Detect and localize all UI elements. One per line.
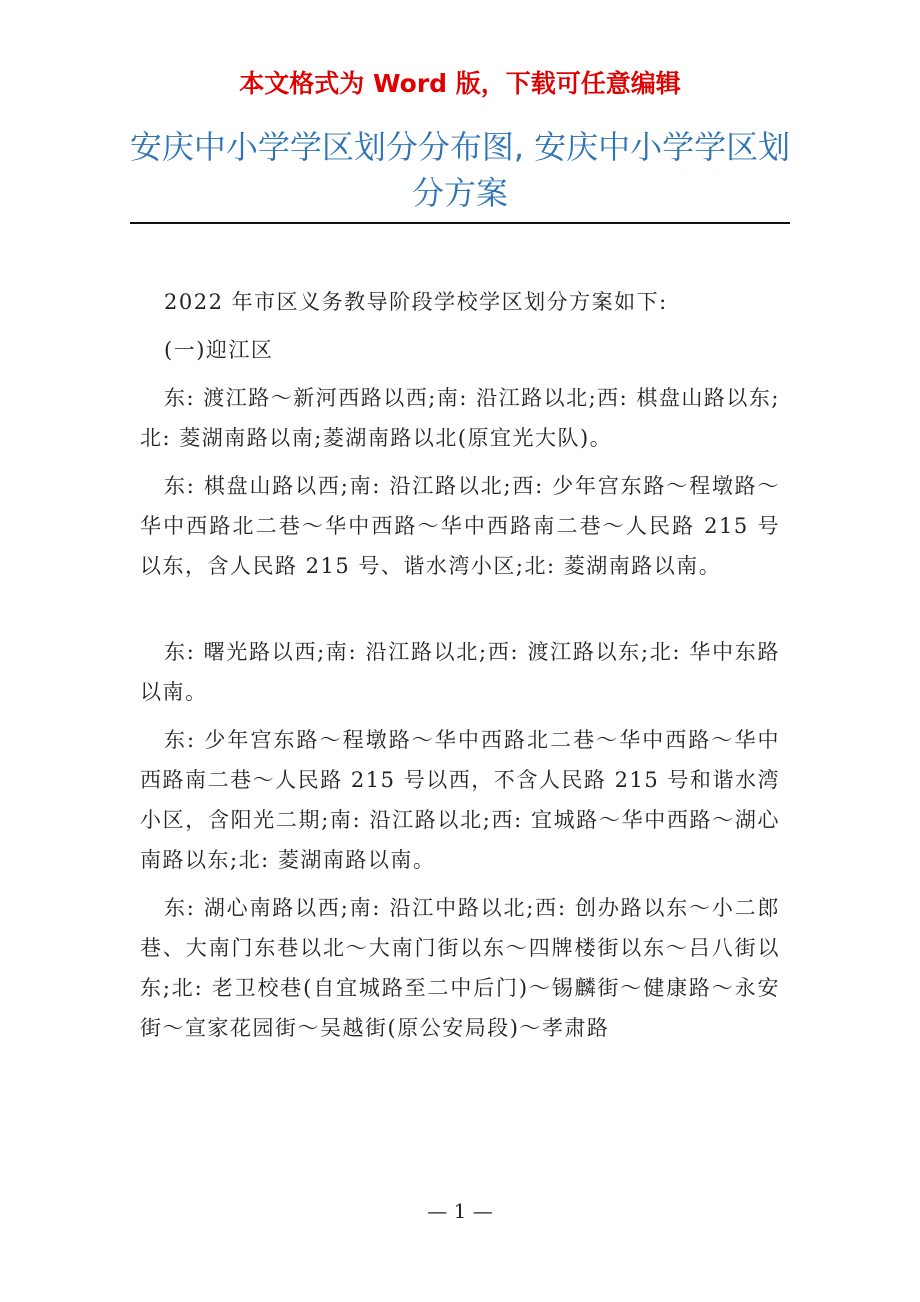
district-paragraph: 东: 曙光路以西;南: 沿江路以北;西: 渡江路以东;北: 华中东路以南。: [140, 640, 780, 704]
document-title: 安庆中小学学区划分分布图, 安庆中小学学区划分方案: [129, 128, 791, 212]
district-paragraph: 东: 棋盘山路以西;南: 沿江路以北;西: 少年宫东路～程墩路～华中西路北二巷～华中西路～华中西路南二巷～人民路 215 号以东，含人民路 215 号、谐水湾小区;北: 菱湖南路以南。: [140, 474, 780, 578]
district-paragraph: 东: 少年宫东路～程墩路～华中西路北二巷～华中西路～华中西路南二巷～人民路 215 号以西，不含人民路 215 号和谐水湾小区，含阳光二期;南: 沿江路以北;西: 宜城路～华中西路～湖心南路以东;北: 菱湖南路以南。: [140, 728, 780, 872]
format-notice: 本文格式为 Word 版，下载可任意编辑: [239, 69, 681, 98]
section-heading: (一)迎江区: [164, 338, 274, 362]
document-body: [140, 282, 780, 1056]
page-number: — 1 —: [427, 1199, 493, 1223]
district-paragraph: 东: 湖心南路以西;南: 沿江中路以北;西: 创办路以东～小二郎巷、大南门东巷以北～大南门街以东～四牌楼街以东～吕八街以东;北: 老卫校巷(自宜城路至二中后门)～锡麟街～健康路～永安街～宣家花园街～吴越街(原公安局段)～孝肃路: [140, 896, 780, 1040]
district-paragraph: 东: 渡江路～新河西路以西;南: 沿江路以北;西: 棋盘山路以东;北: 菱湖南路以南;菱湖南路以北(原宜光大队)。: [140, 386, 780, 450]
intro-paragraph: 2022 年市区义务教导阶段学校学区划分方案如下:: [164, 290, 668, 314]
title-divider: [130, 222, 790, 224]
